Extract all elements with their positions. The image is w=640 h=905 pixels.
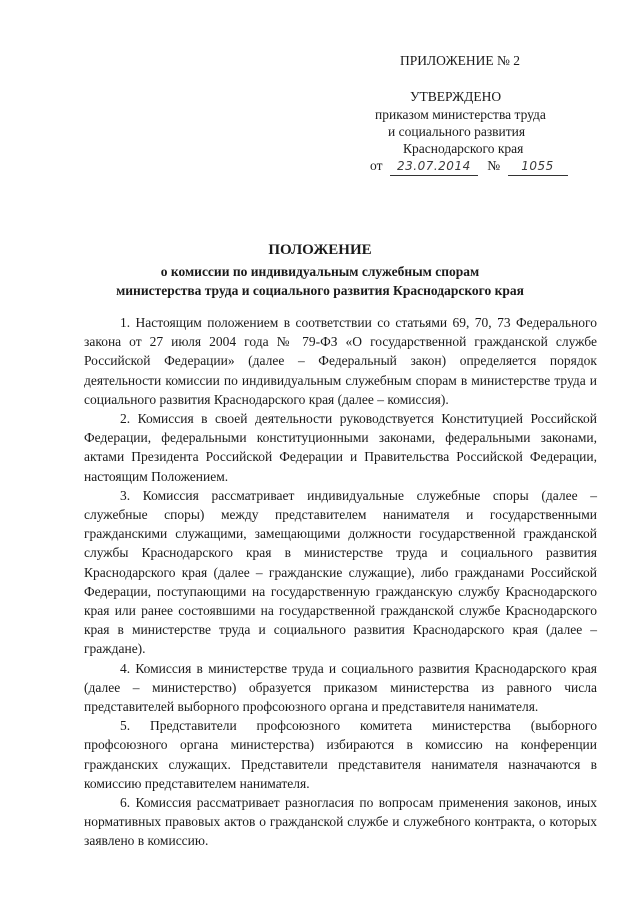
approved-label: УТВЕРЖДЕНО [410, 89, 502, 104]
paragraph-4: 4. Комиссия в министерстве труда и социального развития Краснодарского края (далее – министерство) образуется приказом министерства из равного числа представителей выборного профсоюзного органа и представителя нанимателя. [84, 660, 597, 715]
document-title: ПОЛОЖЕНИЕ [268, 242, 372, 258]
date-prefix: от [370, 158, 383, 173]
document-body [84, 313, 597, 851]
handwritten-date: 23.07.2014 [390, 157, 478, 176]
approved-by-line: Краснодарского края [403, 141, 524, 156]
order-date-number [370, 157, 568, 176]
number-prefix: № [487, 158, 501, 173]
paragraph-2: 2. Комиссия в своей деятельности руководствуется Конституцией Российской Федерации, федеральными конституционными законами, федеральными законами, актами Президента Российской Федерации и Правительства Российской Федерации, настоящим Положением. [84, 411, 597, 484]
handwritten-number: 1055 [508, 157, 568, 176]
paragraph-3: 3. Комиссия рассматривает индивидуальные служебные споры (далее – служебные споры) между представителем нанимателя и государственными гражданскими служащими, замещающими должности государственной гражданской службы Краснодарского края в министерстве труда и социального развития Краснодарского края (далее – гражданские служащие), либо гражданами Российской Федерации, поступающими на государственную гражданскую службу Краснодарского края или ранее состоявшими на государственной гражданской службе Краснодарского края в министерстве труда и социального развития Краснодарского края (далее – граждане). [84, 487, 597, 657]
approved-by-line: и социального развития [388, 124, 526, 139]
paragraph-5: 5. Представители профсоюзного комитета министерства (выборного профсоюзного органа министерства) избираются в комиссию на конференции гражданских служащих. Представители представителя нанимателя назначаются в комиссию представителем нанимателя. [84, 718, 597, 791]
paragraph-1: 1. Настоящим положением в соответствии со статьями 69, 70, 73 Федерального закона от 27 июля 2004 года № 79-ФЗ «О государственной гражданской службе Российской Федерации» (далее – Федеральный закон) определяется порядок деятельности комиссии по индивидуальным служебным спорам в министерстве труда и социального развития Краснодарского края (далее – комиссия). [84, 315, 597, 407]
document-subtitle-line: о комиссии по индивидуальным служебным спорам [160, 264, 480, 279]
approved-by-line: приказом министерства труда [375, 107, 546, 122]
appendix-label: ПРИЛОЖЕНИЕ № 2 [400, 53, 521, 68]
paragraph-6: 6. Комиссия рассматривает разногласия по вопросам применения законов, иных нормативных правовых актов о гражданской службе и служебного контракта, о которых заявлено в комиссию. [84, 795, 597, 849]
document-subtitle-line: министерства труда и социального развития Краснодарского края [116, 283, 524, 298]
